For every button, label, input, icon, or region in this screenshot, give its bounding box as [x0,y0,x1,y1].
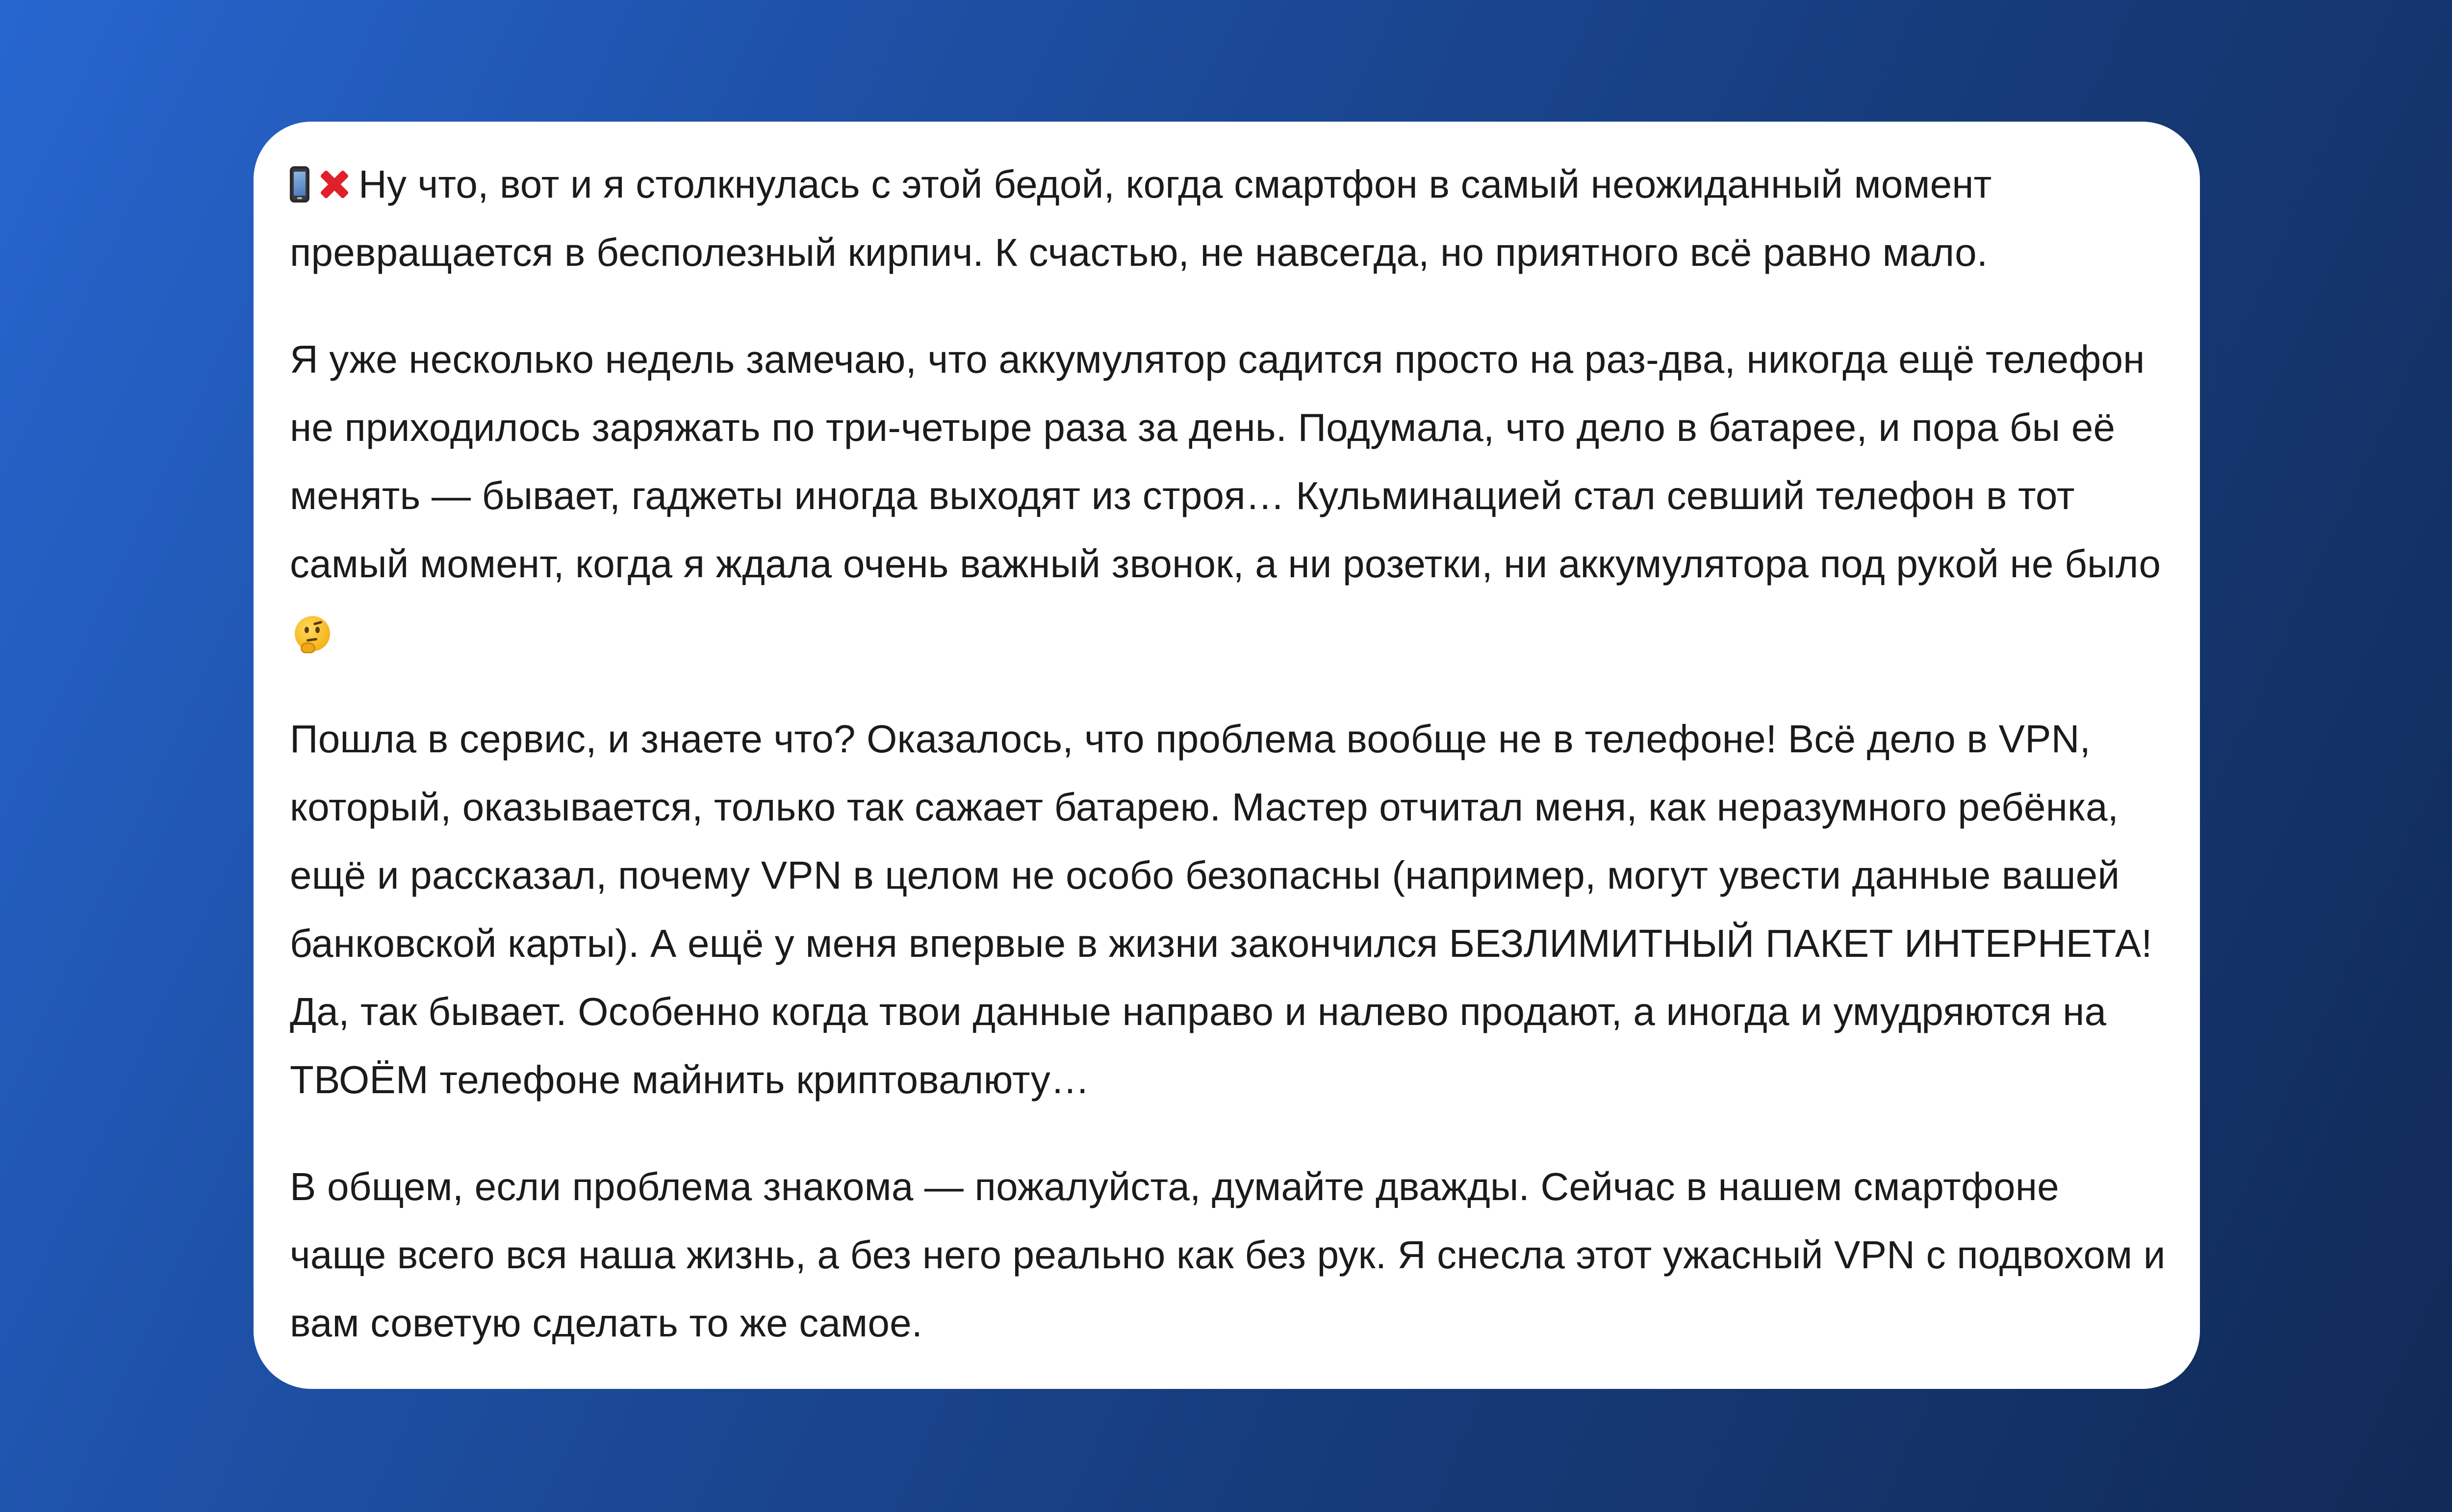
post-paragraph-4 [290,1153,2166,1357]
post-paragraph-4-text: В общем, если проблема знакома — пожалуйста, думайте дважды. Сейчас в нашем смартфоне чаще всего вся наша жизнь, а без него реально как без рук. Я снесла этот ужасный VPN с подвохом и вам советую сделать то же самое. [290,1165,2166,1345]
post-paragraph-1-text: Ну что, вот и я столкнулась с этой бедой, когда смартфон в самый неожиданный момент превращается в бесполезный кирпич. К счастью, не навсегда, но приятного всё равно мало. [290,162,1992,274]
post-card [254,122,2200,1389]
cross-mark-icon [316,166,353,203]
post-paragraph-2 [290,325,2166,666]
post-paragraph-1 [290,150,2166,286]
thinking-face-icon [295,616,330,651]
post-paragraph-3 [290,705,2166,1114]
mobile-phone-icon [290,166,309,203]
post-paragraph-3-text: Пошла в сервис, и знаете что? Оказалось, что проблема вообще не в телефоне! Всё дело в VPN, который, оказывается, только так сажает батарею. Мастер отчитал меня, как неразумного ребёнка, ещё и рассказал, почему VPN в целом не особо безопасны (например, могут увести данные вашей банковской карты). А ещё у меня впервые в жизни закончился БЕЗЛИМИТНЫЙ ПАКЕТ ИНТЕРНЕТА! Да, так бывает. Особенно когда твои данные направо и налево продают, а иногда и умудряются на ТВОЁМ телефоне майнить криптовалюту… [290,717,2152,1102]
lead-icons [290,166,353,203]
post-paragraph-2-text: Я уже несколько недель замечаю, что аккумулятор садится просто на раз-два, никогда ещё телефон не приходилось заряжать по три-четыре раза за день. Подумала, что дело в батарее, и пора бы её менять — бывает, гаджеты иногда выходят из строя… Кульминацией стал севший телефон в тот самый момент, когда я ждала очень важный звонок, а ни розетки, ни аккумулятора под рукой не было [290,337,2161,586]
